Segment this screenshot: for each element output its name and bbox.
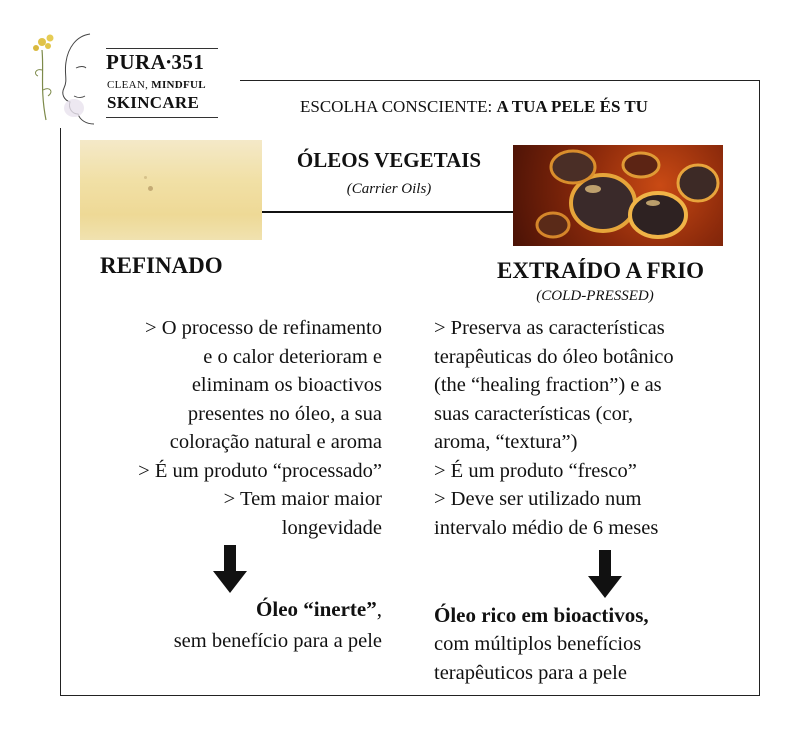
refined-conclusion-title: Óleo “inerte”,	[256, 597, 382, 621]
brand-tagline: CLEAN, MINDFUL	[107, 79, 206, 91]
cold-pressed-line: > Deve ser utilizado num	[434, 488, 642, 510]
arrow-down-icon	[213, 545, 247, 593]
brand-rule-bottom	[106, 117, 218, 118]
cold-pressed-oil-image	[513, 145, 723, 246]
center-title: ÓLEOS VEGETAIS	[296, 148, 482, 172]
refined-line: longevidade	[281, 516, 382, 539]
cold-pressed-line: intervalo médio de 6 meses	[434, 516, 659, 539]
cold-pressed-line: (the “healing fraction”) e as	[434, 374, 662, 396]
headline: ESCOLHA CONSCIENTE: A TUA PELE ÉS TU	[300, 97, 648, 116]
brand-skincare: SKINCARE	[107, 93, 200, 112]
cold-pressed-line: > É um produto “fresco”	[434, 459, 637, 482]
refined-line: > Tem maior maior	[223, 488, 382, 510]
cold-pressed-line: aroma, “textura”)	[434, 431, 578, 453]
brand-name: PURA•351	[106, 50, 205, 74]
refined-line: presentes no óleo, a sua	[187, 402, 382, 425]
cold-pressed-line: > Preserva as características	[434, 317, 665, 339]
cold-pressed-description	[434, 314, 764, 542]
refined-oil-image	[80, 140, 262, 240]
oil-droplets-illustration	[513, 145, 723, 246]
brand-rule-top	[106, 48, 218, 49]
cold-pressed-line: terapêuticas do óleo botânico	[434, 345, 674, 368]
cold-pressed-line: suas características (cor,	[434, 402, 633, 425]
connector-line	[262, 211, 513, 213]
arrow-down-icon	[588, 550, 622, 598]
oil-bubble	[148, 186, 153, 191]
refined-line: e o calor deterioram e	[203, 345, 382, 368]
refined-line: > O processo de refinamento	[145, 317, 382, 339]
cold-pressed-conclusion-line: com múltiplos benefícios	[434, 633, 642, 655]
refined-line: > É um produto “processado”	[138, 459, 382, 482]
cold-pressed-conclusion-title: Óleo rico em bioactivos,	[434, 603, 649, 627]
refined-title: REFINADO	[100, 253, 223, 278]
refined-line: coloração natural e aroma	[169, 431, 382, 453]
center-subtitle: (Carrier Oils)	[346, 181, 432, 197]
face-flower-illustration	[28, 30, 108, 128]
refined-description	[52, 314, 382, 542]
cold-pressed-subtitle: (COLD-PRESSED)	[536, 288, 654, 304]
cold-pressed-conclusion-line: terapêuticos para a pele	[434, 662, 627, 684]
refined-line: eliminam os bioactivos	[191, 374, 382, 396]
cold-pressed-title: EXTRAÍDO A FRIO	[497, 258, 705, 283]
oil-bubble	[144, 176, 147, 179]
refined-conclusion-text: sem benefício para a pele	[173, 630, 382, 652]
